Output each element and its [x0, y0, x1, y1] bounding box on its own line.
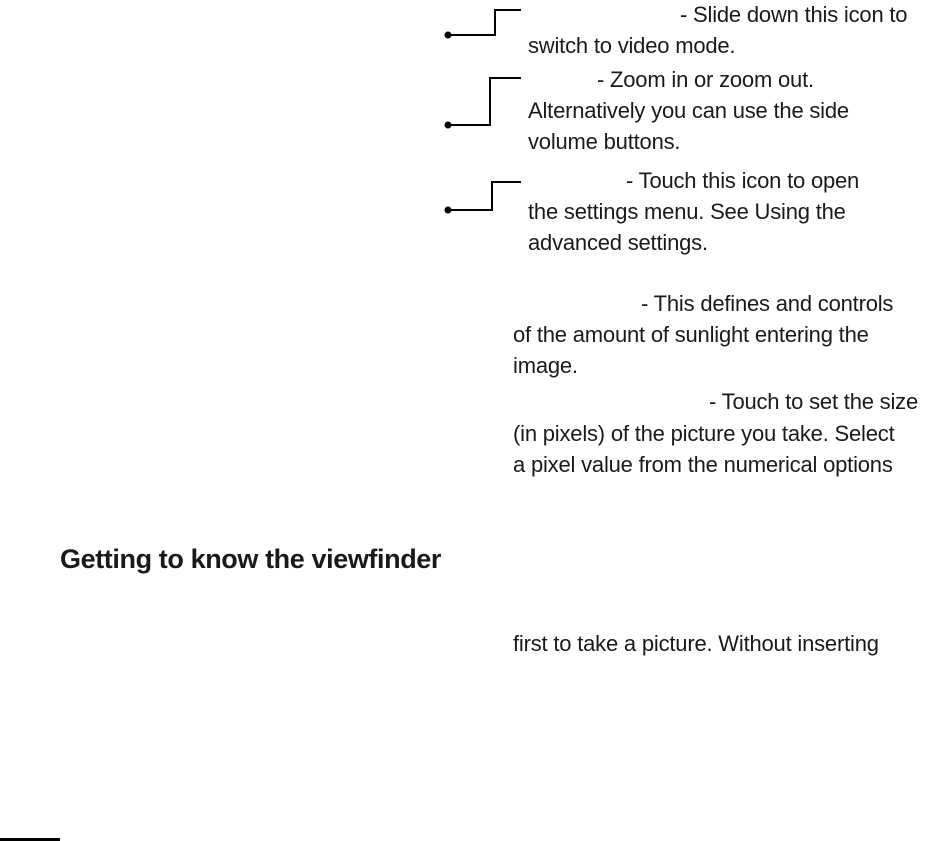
detail-2-line-3: a pixel value from the numerical options — [513, 452, 893, 477]
detail-2-line-1: - Touch to set the size — [709, 389, 918, 414]
callout-dot-2 — [445, 122, 452, 129]
section-heading: Getting to know the viewfinder — [60, 544, 442, 574]
callout-1-line-2: switch to video mode. — [528, 33, 736, 58]
callout-leader-2 — [448, 78, 521, 125]
callout-1-line-1: - Slide down this icon to — [680, 2, 908, 27]
callout-3-line-2: the settings menu. See Using the — [528, 199, 846, 224]
callout-3-line-1: - Touch this icon to open — [626, 168, 860, 193]
body-text-line: first to take a picture. Without inserting — [513, 631, 879, 656]
callout-2-line-3: volume buttons. — [528, 129, 681, 154]
callout-leader-3 — [448, 182, 521, 210]
callout-2-line-2: Alternatively you can use the side — [528, 98, 849, 123]
callout-2-line-1: - Zoom in or zoom out. — [597, 67, 814, 92]
detail-1-line-3: image. — [513, 353, 578, 378]
callout-leader-1 — [448, 10, 521, 35]
detail-2-line-2: (in pixels) of the picture you take. Select — [513, 421, 895, 446]
callout-dot-3 — [445, 207, 452, 214]
detail-1-line-2: of the amount of sunlight entering the — [513, 322, 869, 347]
detail-1-line-1: - This defines and controls — [641, 291, 894, 316]
callout-dot-1 — [445, 32, 452, 39]
callout-3-line-3: advanced settings. — [528, 230, 708, 255]
